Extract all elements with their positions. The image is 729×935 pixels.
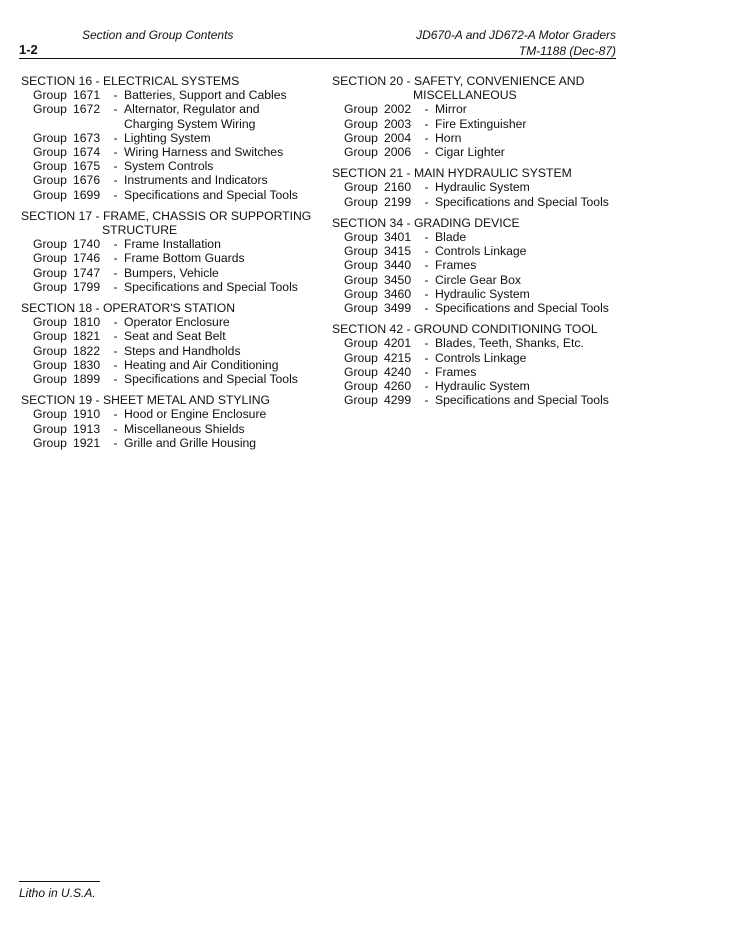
group-dash: - <box>113 130 118 145</box>
group-dash: - <box>113 435 118 450</box>
section-title: SECTION 21 - MAIN HYDRAULIC SYSTEM <box>332 166 572 181</box>
section-block <box>332 74 632 159</box>
group-row <box>332 230 632 244</box>
group-dash: - <box>424 272 429 287</box>
group-row <box>332 244 632 258</box>
group-row <box>21 280 321 294</box>
group-label: Group <box>33 315 67 330</box>
group-dash: - <box>113 407 118 422</box>
group-number: 1913 <box>73 421 101 436</box>
group-title: Grille and Grille Housing <box>124 435 257 450</box>
group-number: 4240 <box>384 364 412 379</box>
group-number: 1671 <box>73 88 101 103</box>
section-title: SECTION 42 - GROUND CONDITIONING TOOL <box>332 322 598 337</box>
group-dash: - <box>424 393 429 408</box>
group-title: Frame Bottom Guards <box>124 251 245 266</box>
group-number: 1673 <box>73 130 101 145</box>
group-number: 1810 <box>73 315 101 330</box>
group-row <box>21 131 321 145</box>
group-number: 1674 <box>73 145 101 160</box>
group-number: 3499 <box>384 301 412 316</box>
section-title-continued: MISCELLANEOUS <box>413 88 517 103</box>
publication-number: TM-1188 (Dec-87) <box>518 44 616 58</box>
group-row <box>21 102 321 116</box>
group-label: Group <box>33 372 67 387</box>
group-number: 1699 <box>73 187 101 202</box>
group-label: Group <box>344 130 378 145</box>
group-title: Hydraulic System <box>435 379 530 394</box>
group-row <box>332 273 632 287</box>
group-number: 4299 <box>384 393 412 408</box>
group-dash: - <box>113 265 118 280</box>
group-row <box>332 180 632 194</box>
group-number: 3440 <box>384 258 412 273</box>
group-row <box>332 301 632 315</box>
group-dash: - <box>113 173 118 188</box>
group-title: Frames <box>435 364 477 379</box>
group-label: Group <box>344 301 378 316</box>
group-dash: - <box>424 379 429 394</box>
group-label: Group <box>344 272 378 287</box>
group-title: Hydraulic System <box>435 286 530 301</box>
group-label: Group <box>344 194 378 209</box>
group-title: Specifications and Special Tools <box>124 187 298 202</box>
group-row <box>332 379 632 393</box>
group-dash: - <box>424 130 429 145</box>
group-dash: - <box>424 350 429 365</box>
group-title: Batteries, Support and Cables <box>124 88 287 103</box>
group-title: Seat and Seat Belt <box>124 329 226 344</box>
group-number: 1747 <box>73 265 101 280</box>
group-dash: - <box>113 187 118 202</box>
group-label: Group <box>33 145 67 160</box>
header-rule <box>19 58 616 59</box>
group-dash: - <box>424 244 429 259</box>
group-title: Frames <box>435 258 477 273</box>
group-title: Specifications and Special Tools <box>124 372 298 387</box>
group-row <box>21 315 321 329</box>
group-dash: - <box>113 237 118 252</box>
group-label: Group <box>33 279 67 294</box>
group-label: Group <box>33 421 67 436</box>
group-label: Group <box>344 336 378 351</box>
group-title: Bumpers, Vehicle <box>124 265 219 280</box>
group-row <box>332 195 632 209</box>
group-title: Frame Installation <box>124 237 221 252</box>
group-number: 1830 <box>73 357 101 372</box>
group-dash: - <box>424 194 429 209</box>
group-label: Group <box>344 258 378 273</box>
group-title: Specifications and Special Tools <box>435 301 609 316</box>
group-title: Miscellaneous Shields <box>124 421 245 436</box>
group-title: Heating and Air Conditioning <box>124 357 279 372</box>
group-row <box>21 372 321 386</box>
group-label: Group <box>33 187 67 202</box>
left-column <box>21 74 321 457</box>
group-number: 1799 <box>73 279 101 294</box>
group-row <box>21 344 321 358</box>
group-dash: - <box>113 315 118 330</box>
section-block <box>21 209 321 294</box>
group-row <box>21 251 321 265</box>
group-row <box>332 258 632 272</box>
group-row <box>21 422 321 436</box>
group-title: Operator Enclosure <box>124 315 230 330</box>
group-title: Cigar Lighter <box>435 145 505 160</box>
group-row <box>21 88 321 102</box>
group-dash: - <box>424 286 429 301</box>
group-row <box>21 436 321 450</box>
group-number: 1746 <box>73 251 101 266</box>
group-number: 2160 <box>384 180 412 195</box>
group-label: Group <box>344 145 378 160</box>
group-label: Group <box>33 265 67 280</box>
group-label: Group <box>344 244 378 259</box>
group-dash: - <box>113 145 118 160</box>
group-row <box>332 131 632 145</box>
group-number: 1899 <box>73 372 101 387</box>
group-row <box>332 287 632 301</box>
group-row <box>21 237 321 251</box>
group-number: 1910 <box>73 407 101 422</box>
group-title: Steps and Handholds <box>124 343 241 358</box>
group-dash: - <box>424 102 429 117</box>
group-dash: - <box>424 180 429 195</box>
group-number: 4215 <box>384 350 412 365</box>
group-number: 2004 <box>384 130 412 145</box>
group-label: Group <box>33 251 67 266</box>
section-title: SECTION 16 - ELECTRICAL SYSTEMS <box>21 74 240 88</box>
group-dash: - <box>113 102 118 117</box>
section-block <box>332 166 632 209</box>
group-dash: - <box>113 88 118 103</box>
group-dash: - <box>424 301 429 316</box>
group-row <box>21 329 321 343</box>
group-number: 3450 <box>384 272 412 287</box>
group-title: Wiring Harness and Switches <box>124 145 284 160</box>
group-number: 2002 <box>384 102 412 117</box>
group-title: Hood or Engine Enclosure <box>124 407 267 422</box>
group-number: 1675 <box>73 159 101 174</box>
group-label: Group <box>344 180 378 195</box>
group-title: Specifications and Special Tools <box>435 393 609 408</box>
group-label: Group <box>344 116 378 131</box>
group-title: Alternator, Regulator and <box>124 102 260 117</box>
group-title: Instruments and Indicators <box>124 173 268 188</box>
group-title: Hydraulic System <box>435 180 530 195</box>
group-row <box>332 365 632 379</box>
group-number: 3415 <box>384 244 412 259</box>
group-title: Lighting System <box>124 130 211 145</box>
group-number: 1672 <box>73 102 101 117</box>
group-dash: - <box>424 336 429 351</box>
group-dash: - <box>113 329 118 344</box>
group-row <box>332 351 632 365</box>
footer-text: Litho in U.S.A. <box>19 886 96 900</box>
group-label: Group <box>33 88 67 103</box>
group-number: 1921 <box>73 435 101 450</box>
section-title: SECTION 20 - SAFETY, CONVENIENCE AND <box>332 74 585 88</box>
group-title: Circle Gear Box <box>435 272 522 287</box>
group-label: Group <box>344 286 378 301</box>
group-label: Group <box>33 343 67 358</box>
group-dash: - <box>424 230 429 245</box>
footer-rule <box>19 881 100 882</box>
group-title: Specifications and Special Tools <box>124 279 298 294</box>
group-dash: - <box>424 364 429 379</box>
group-number: 1821 <box>73 329 101 344</box>
group-label: Group <box>33 329 67 344</box>
group-title-continued: Charging System Wiring <box>124 116 256 131</box>
section-title: SECTION 34 - GRADING DEVICE <box>332 215 520 230</box>
group-number: 1676 <box>73 173 101 188</box>
group-number: 3401 <box>384 230 412 245</box>
group-dash: - <box>113 372 118 387</box>
header-right-title: JD670-A and JD672-A Motor Graders <box>416 28 616 42</box>
group-dash: - <box>113 421 118 436</box>
group-number: 1740 <box>73 237 101 252</box>
group-row <box>21 358 321 372</box>
group-row <box>332 393 632 407</box>
group-title: Horn <box>435 130 462 145</box>
group-title: Controls Linkage <box>435 350 527 365</box>
group-title: Specifications and Special Tools <box>435 194 609 209</box>
right-column <box>332 74 632 414</box>
group-label: Group <box>344 230 378 245</box>
group-row <box>332 117 632 131</box>
group-dash: - <box>113 251 118 266</box>
section-block <box>332 216 632 315</box>
group-label: Group <box>344 393 378 408</box>
section-title-continued: STRUCTURE <box>102 223 178 238</box>
group-label: Group <box>33 357 67 372</box>
group-label: Group <box>33 159 67 174</box>
group-dash: - <box>113 357 118 372</box>
group-row <box>332 145 632 159</box>
group-row <box>332 102 632 116</box>
group-row <box>21 145 321 159</box>
group-dash: - <box>424 145 429 160</box>
group-row <box>21 188 321 202</box>
group-label: Group <box>33 237 67 252</box>
group-number: 1822 <box>73 343 101 358</box>
group-title: Blade <box>435 230 467 245</box>
group-label: Group <box>33 435 67 450</box>
group-row <box>21 407 321 421</box>
group-title: Controls Linkage <box>435 244 527 259</box>
section-block <box>21 393 321 450</box>
section-block <box>332 322 632 407</box>
group-title: Fire Extinguisher <box>435 116 527 131</box>
group-row <box>21 159 321 173</box>
group-label: Group <box>33 102 67 117</box>
group-dash: - <box>424 116 429 131</box>
group-label: Group <box>33 130 67 145</box>
section-title: SECTION 17 - FRAME, CHASSIS OR SUPPORTING <box>21 208 312 223</box>
page-number: 1-2 <box>19 42 38 57</box>
section-block <box>21 301 321 386</box>
group-dash: - <box>424 258 429 273</box>
group-row <box>21 266 321 280</box>
group-dash: - <box>113 159 118 174</box>
group-label: Group <box>344 102 378 117</box>
group-row <box>332 336 632 350</box>
group-label: Group <box>33 407 67 422</box>
group-number: 2003 <box>384 116 412 131</box>
section-block <box>21 74 321 202</box>
group-label: Group <box>344 350 378 365</box>
group-label: Group <box>344 379 378 394</box>
group-title: Blades, Teeth, Shanks, Etc. <box>435 336 584 351</box>
group-label: Group <box>33 173 67 188</box>
group-number: 4260 <box>384 379 412 394</box>
group-row <box>21 173 321 187</box>
group-dash: - <box>113 279 118 294</box>
section-title: SECTION 18 - OPERATOR'S STATION <box>21 301 236 316</box>
group-number: 4201 <box>384 336 412 351</box>
group-number: 2006 <box>384 145 412 160</box>
group-number: 3460 <box>384 286 412 301</box>
group-title: Mirror <box>435 102 467 117</box>
group-label: Group <box>344 364 378 379</box>
group-title: System Controls <box>124 159 214 174</box>
header-left-title: Section and Group Contents <box>82 28 234 42</box>
group-dash: - <box>113 343 118 358</box>
group-number: 2199 <box>384 194 412 209</box>
section-title: SECTION 19 - SHEET METAL AND STYLING <box>21 393 270 408</box>
